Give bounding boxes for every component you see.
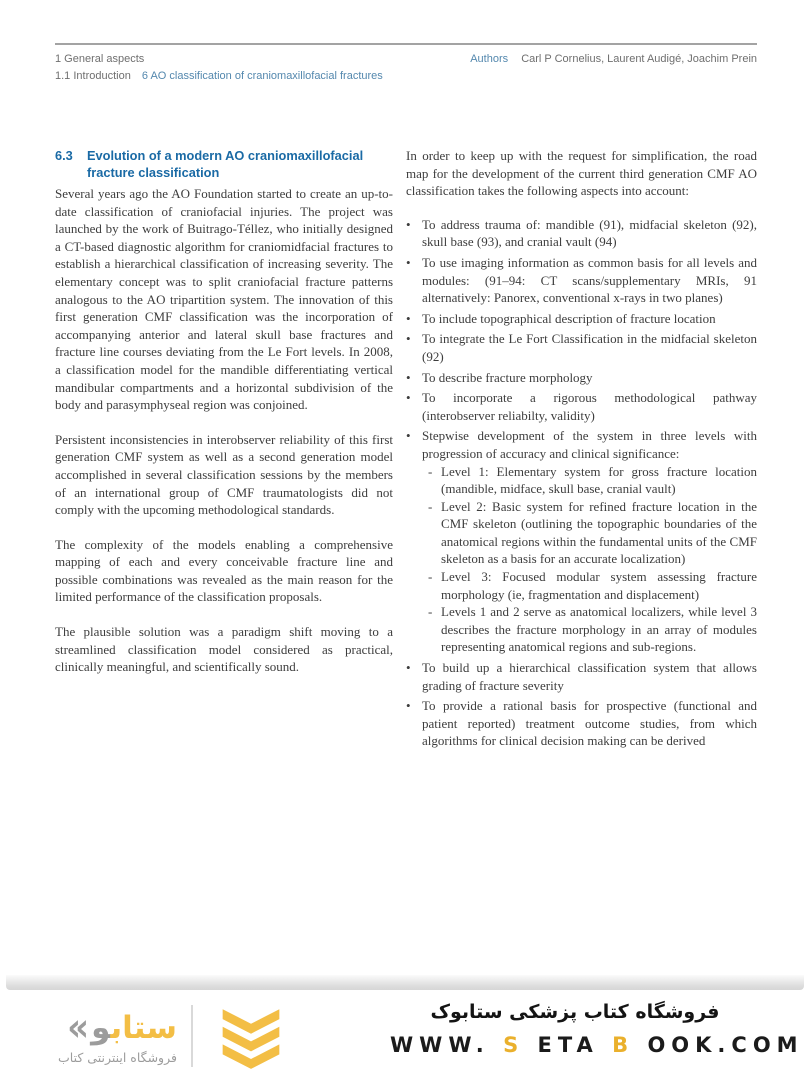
bullet-text-block: [422, 369, 757, 387]
url-segment: S: [503, 1033, 525, 1057]
content-columns: [55, 147, 757, 753]
bullet-marker: •: [406, 331, 411, 347]
chapter-title: 6 AO classification of craniomaxillofacial fractures: [141, 70, 383, 82]
dash-marker: -: [428, 498, 433, 514]
section-number: 6.3: [55, 148, 73, 163]
bullet-text: To use imaging information as common basis for all levels and modules: (91–94: CT scans/supplementary MRIs, 91 alternatively: Panorex, conventional x-rays in two planes): [422, 254, 757, 306]
left-column: [55, 147, 393, 753]
url-segment: WWW.: [390, 1033, 490, 1057]
bullet-text-block: [422, 254, 757, 307]
sub-bullet-text: Level 2: Basic system for refined fracture location in the CMF skeleton (outlining the topographic boundaries of the anatomical regions within the fundamental units of the CMF skeleton as a basis for an accurate localization): [441, 498, 757, 567]
intro-paragraph: In order to keep up with the request for simplification, the road map for the development of the current third generation CMF AO classification takes the following aspects into account:: [406, 148, 757, 199]
right-column: [406, 147, 757, 753]
bullet-text-block: [422, 697, 757, 750]
bullet-text: To include topographical description of fracture location: [422, 310, 716, 326]
bullet-text-block: [422, 310, 757, 328]
url-segment: ETA: [537, 1033, 599, 1057]
authors-label: Authors: [470, 53, 509, 65]
logo-kaf-chevron-icon: «: [67, 1004, 90, 1051]
bullet-text: To build up a hierarchical classification system that allows grading of fracture severity: [422, 660, 757, 693]
sub-bullet-item: [428, 568, 757, 603]
bullet-item: [406, 659, 757, 694]
bullet-text: To provide a rational basis for prospective (functional and patient reported) treatment outcome studies, from which algorithms for clinical decision making can be derived: [422, 698, 757, 749]
wordmark-gray-part: و: [91, 1009, 111, 1046]
paragraph: Persistent inconsistencies in interobserver reliability of this first generation CMF system as well as a second generation model accomplished in several classification sessions by the members of an international group of CMF traumatologists did not comply with the upcoming methodological standards.: [55, 431, 393, 518]
dash-marker: -: [428, 463, 433, 479]
bullet-marker: •: [406, 216, 411, 232]
bullet-text: To integrate the Le Fort Classification in the midfacial skeleton (92): [422, 331, 757, 364]
header-rule: [55, 43, 757, 45]
paragraph: The complexity of the models enabling a comprehensive mapping of each and every conceivable fracture line and possible combinations was revealed as the main reason for the limited performance of the classification proposals.: [55, 536, 393, 605]
paragraph: The plausible solution was a paradigm shift moving to a streamlined classification model considered as practical, clinically meaningful, and scientifically sound.: [55, 624, 393, 675]
footer-text-block: [390, 998, 804, 1058]
bullet-marker: •: [406, 428, 411, 444]
website-url[interactable]: [390, 1032, 804, 1058]
section-heading: [55, 147, 393, 181]
bullet-item: [406, 310, 757, 328]
logo-divider: [191, 1005, 193, 1067]
store-tagline: فروشگاه کتاب پزشکی ستابوک: [430, 1001, 720, 1023]
bullet-text-block: [422, 427, 757, 656]
logo-subtitle: فروشگاه اینترنتی کتاب: [58, 1049, 177, 1065]
sub-bullet-item: [428, 603, 757, 656]
bullet-marker: •: [406, 390, 411, 406]
logo-wordmark: [91, 1008, 177, 1048]
bullet-item: [406, 254, 757, 307]
bullet-text-block: [422, 659, 757, 694]
bullet-item: [406, 697, 757, 750]
bullet-text-block: [422, 389, 757, 424]
section-breadcrumb: [55, 68, 391, 85]
bullet-text-block: [422, 216, 757, 251]
bullet-text: To incorporate a rigorous methodological pathway (interobserver reliabilty, validity): [422, 390, 757, 423]
dash-marker: -: [428, 604, 433, 620]
bullet-item: [406, 427, 757, 656]
setabook-chevron-icon: [207, 1000, 295, 1072]
bullet-item: [406, 369, 757, 387]
page-header: [55, 51, 757, 85]
bullet-marker: •: [406, 254, 411, 270]
dash-marker: -: [428, 569, 433, 585]
left-paragraphs: [55, 185, 393, 676]
bullet-text: To describe fracture morphology: [422, 369, 593, 385]
url-segment: OOK.COM: [647, 1033, 804, 1057]
bullet-item: [406, 216, 757, 251]
section-title: Evolution of a modern AO craniomaxillofacial fracture classification: [87, 148, 364, 180]
bullet-item: [406, 389, 757, 424]
bullet-text-block: [422, 330, 757, 365]
setabook-logo[interactable]: [58, 1000, 295, 1072]
sub-bullet-text: Level 3: Focused modular system assessing fracture morphology (ie, fragmentation and displacement): [441, 569, 757, 602]
bullet-marker: •: [406, 369, 411, 385]
sub-bullet-text: Level 1: Elementary system for gross fracture location (mandible, midface, skull base, cranial vault): [441, 463, 757, 497]
bullet-text: Stepwise development of the system in three levels with progression of accuracy and clinical significance:: [422, 428, 757, 461]
bullet-marker: •: [406, 698, 411, 714]
wordmark-yellow-part: ستاب: [110, 1009, 177, 1046]
section-label: 1.1 Introduction: [55, 70, 131, 82]
bullet-text: To address trauma of: mandible (91), midfacial skeleton (92), skull base (93), and cranial vault (94): [422, 216, 757, 250]
sub-bullet-text: Levels 1 and 2 serve as anatomical localizers, while level 3 describes the fracture morphology in an array of modules representing anatomical regions and sub-regions.: [441, 604, 757, 655]
bullet-marker: •: [406, 310, 411, 326]
authors-line: [460, 51, 757, 68]
url-segment: B: [612, 1033, 635, 1057]
sub-bullet-item: [428, 463, 757, 498]
chapter-label: 1 General aspects: [55, 53, 145, 65]
authors-names: Carl P Cornelius, Laurent Audigé, Joachim Prein: [521, 53, 757, 65]
logo-wordmark-block: [58, 1004, 177, 1065]
sub-bullet-item: [428, 498, 757, 568]
page-bottom-shadow: [6, 975, 804, 990]
bullet-item: [406, 330, 757, 365]
footer-banner: [0, 992, 810, 1080]
paragraph: Several years ago the AO Foundation started to create an up-to-date classification of craniofacial injuries. The project was launched by the work of Buitrago-Téllez, who initially designed a CT-based diagnostic algorithm for craniomidfacial fractures to establish a hierarchical classification of increasing severity. The elementary concept was to split craniofacial fracture patterns analogous to the AO tripartition system. The innovation of this first generation CMF classification was the incorporation of accompanying anterior and lateral skull base fractures and fracture line courses deviating from the Le Fort levels. In 2008, a classification model for the mandible differentiating vertical mandibular compartments and a horizontal subdivision of the body and parasymphyseal region was conjoined.: [55, 186, 393, 413]
bullet-marker: •: [406, 660, 411, 676]
